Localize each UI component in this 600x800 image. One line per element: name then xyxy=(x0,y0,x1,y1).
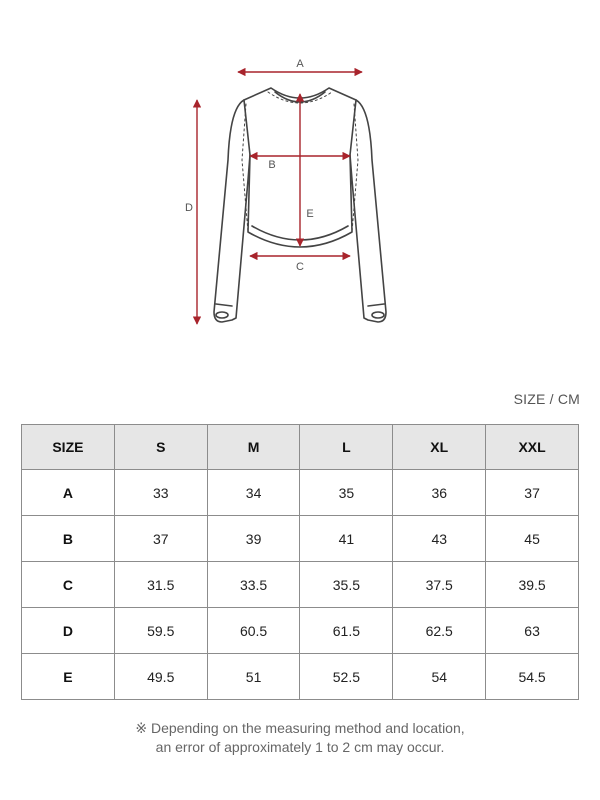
table-cell: 63 xyxy=(486,608,579,654)
garment-diagram xyxy=(0,0,600,360)
table-cell: 36 xyxy=(393,470,486,516)
table-cell: 39.5 xyxy=(486,562,579,608)
table-cell: 54.5 xyxy=(486,654,579,700)
table-cell: 41 xyxy=(300,516,393,562)
unit-label: SIZE / CM xyxy=(513,391,580,407)
table-cell: 52.5 xyxy=(300,654,393,700)
label-e: E xyxy=(306,208,314,220)
table-row xyxy=(22,562,579,608)
label-b: B xyxy=(268,159,276,171)
size-chart-table xyxy=(21,424,579,700)
table-cell: 37.5 xyxy=(393,562,486,608)
row-label-c: C xyxy=(22,562,115,608)
table-cell: 34 xyxy=(207,470,300,516)
table-cell: 54 xyxy=(393,654,486,700)
table-row xyxy=(22,608,579,654)
table-cell: 62.5 xyxy=(393,608,486,654)
table-cell: 45 xyxy=(486,516,579,562)
table-header-row xyxy=(22,425,579,470)
table-row xyxy=(22,516,579,562)
table-cell: 61.5 xyxy=(300,608,393,654)
table-cell: 35 xyxy=(300,470,393,516)
label-d: D xyxy=(185,202,193,214)
table-cell: 51 xyxy=(207,654,300,700)
table-cell: 37 xyxy=(486,470,579,516)
row-label-a: A xyxy=(22,470,115,516)
row-label-b: B xyxy=(22,516,115,562)
table-cell: 37 xyxy=(114,516,207,562)
header-xl: XL xyxy=(393,425,486,470)
footnote-line-2: an error of approximately 1 to 2 cm may occur. xyxy=(155,739,445,755)
table-row xyxy=(22,470,579,516)
header-l: L xyxy=(300,425,393,470)
table-cell: 59.5 xyxy=(114,608,207,654)
label-c: C xyxy=(296,261,304,273)
table-cell: 43 xyxy=(393,516,486,562)
table-cell: 33.5 xyxy=(207,562,300,608)
header-s: S xyxy=(114,425,207,470)
table-cell: 35.5 xyxy=(300,562,393,608)
row-label-d: D xyxy=(22,608,115,654)
header-m: M xyxy=(207,425,300,470)
table-cell: 49.5 xyxy=(114,654,207,700)
row-label-e: E xyxy=(22,654,115,700)
label-a: A xyxy=(296,58,304,70)
table-cell: 60.5 xyxy=(207,608,300,654)
header-xxl: XXL xyxy=(486,425,579,470)
footnote-line-1: ※ Depending on the measuring method and location, xyxy=(135,720,465,736)
table-cell: 33 xyxy=(114,470,207,516)
table-cell: 31.5 xyxy=(114,562,207,608)
header-size: SIZE xyxy=(22,425,115,470)
table-cell: 39 xyxy=(207,516,300,562)
table-row xyxy=(22,654,579,700)
long-sleeve-top-illustration xyxy=(0,0,600,360)
measurement-footnote xyxy=(0,719,600,757)
